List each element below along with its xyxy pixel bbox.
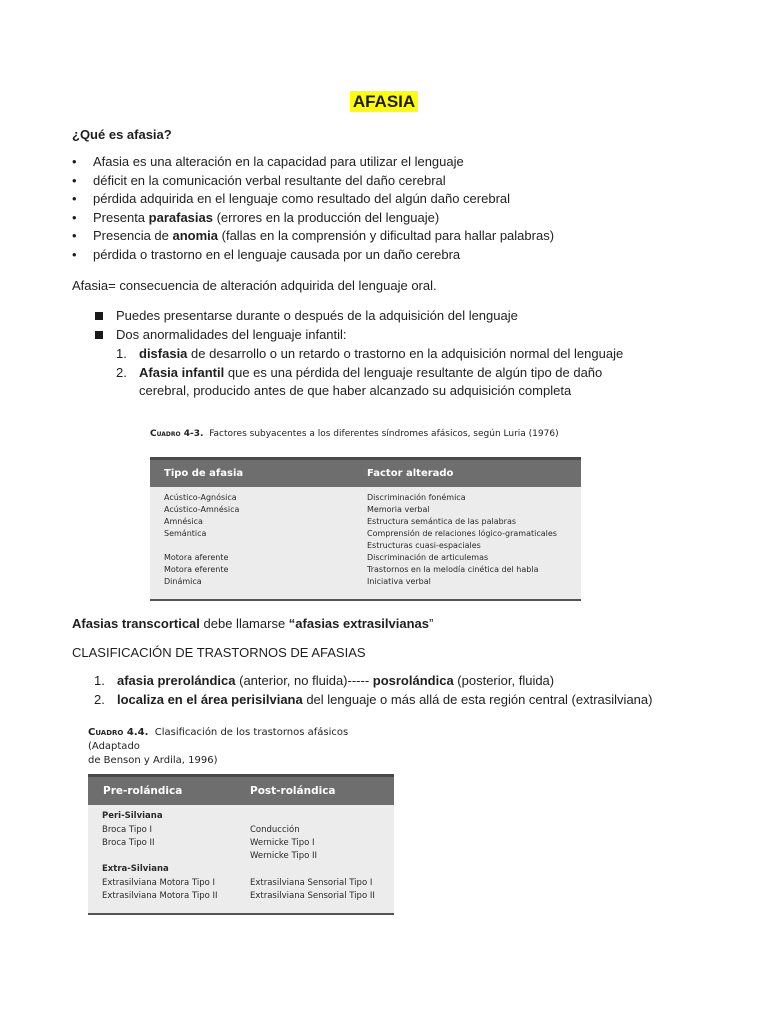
- figure-label: Cuadro 4-3.: [150, 429, 204, 439]
- numbered-text: que es una pérdida del lenguaje resultante de algún tipo de daño cerebral, producido antes de que haber alcanzado su adquisición completa: [139, 364, 603, 399]
- group-heading: Peri-Silviana: [102, 811, 163, 821]
- table-cell: Wernicke Tipo II: [250, 851, 318, 861]
- column-header: Post-rolándica: [250, 785, 336, 797]
- title-highlight: AFASIA: [350, 91, 418, 112]
- square-item-text: Puedes presentarse durante o después de la adquisición del lenguaje: [116, 308, 518, 323]
- table-body: [88, 805, 394, 915]
- bullet-text: Presenta: [93, 209, 149, 225]
- table-cell: Estructura semántica de las palabras: [367, 517, 517, 526]
- bullet-dot: •: [72, 228, 77, 244]
- square-bullet-list: [95, 307, 518, 344]
- table-cell: Discriminación de articulemas: [367, 553, 489, 562]
- table-cell: Extrasilviana Sensorial Tipo II: [250, 891, 375, 901]
- bullet-dot: •: [72, 209, 77, 225]
- bullet-text: (fallas en la comprensión y dificultad para hallar palabras): [218, 228, 555, 244]
- bullet-bold-term: parafasias: [148, 209, 213, 225]
- list-number: 2.: [94, 692, 105, 707]
- list-item: [116, 364, 639, 401]
- bullet-dot: •: [72, 246, 77, 262]
- table-cell: Comprensión de relaciones lógico-gramaticales: [367, 529, 557, 538]
- list-item: [116, 345, 656, 364]
- column-header: Factor alterado: [367, 468, 454, 479]
- table-cell: Discriminación fonémica: [367, 493, 466, 502]
- table-cell: Wernicke Tipo I: [250, 838, 315, 848]
- cuadro-4-4-figure: [86, 722, 394, 918]
- bullet-dot: •: [72, 172, 77, 188]
- table-cell: Conducción: [250, 825, 300, 835]
- table-cell: Broca Tipo I: [102, 825, 153, 835]
- bold-term: “afasias extrasilvianas: [288, 616, 430, 631]
- table-cell: Acústico-Agnósica: [164, 493, 237, 502]
- bullet-text: pérdida adquirida en el lenguaje como resultado del algún daño cerebral: [93, 191, 511, 207]
- definition-bullet-list: [72, 153, 554, 265]
- numbered-bold-term: Afasia infantil: [139, 364, 225, 380]
- square-bullet-icon: [95, 312, 103, 320]
- bullet-bold-term: anomia: [172, 228, 219, 244]
- table-cell: Extrasilviana Motora Tipo II: [102, 891, 218, 901]
- list-item: [72, 227, 554, 246]
- table-cell: Amnésica: [164, 517, 203, 526]
- list-item: [72, 190, 554, 209]
- table-cell: Iniciativa verbal: [367, 577, 431, 586]
- table-cell: Estructuras cuasi-espaciales: [367, 541, 481, 550]
- column-header: Tipo de afasia: [164, 468, 244, 479]
- list-item: [94, 671, 652, 690]
- table-body: [150, 487, 581, 601]
- table-cell: Extrasilviana Motora Tipo I: [102, 878, 216, 888]
- figure-caption-text: Factores subyacentes a los diferentes síndromes afásicos, según Luria (1976): [209, 429, 559, 439]
- table-cell: Dinámica: [164, 577, 202, 586]
- bullet-text: Presencia de: [93, 228, 173, 244]
- square-item-text: Dos anormalidades del lenguaje infantil:: [116, 326, 347, 342]
- bold-term: Afasias transcortical: [72, 616, 200, 631]
- note-text: ”: [429, 616, 434, 631]
- table-cell: Broca Tipo II: [102, 838, 155, 848]
- list-item: [94, 690, 652, 709]
- classification-heading: CLASIFICACIÓN DE TRASTORNOS DE AFASIAS: [72, 645, 366, 660]
- table-cell: Motora aferente: [164, 553, 229, 562]
- table-cell: Motora eferente: [164, 565, 229, 574]
- figure-label: Cuadro 4.4.: [88, 727, 149, 738]
- definition-text: Afasia= consecuencia de alteración adquirida del lenguaje oral.: [72, 278, 437, 293]
- bold-term: posrolándica: [372, 673, 454, 688]
- bullet-dot: •: [72, 191, 77, 207]
- table-cell: Semántica: [164, 529, 207, 538]
- bold-term: afasia prerolándica: [117, 673, 236, 688]
- item-text: (anterior, no fluida)-----: [235, 673, 373, 688]
- list-item: [72, 172, 554, 191]
- figure-caption: [88, 726, 394, 768]
- item-text: (posterior, fluida): [453, 673, 555, 688]
- figure-caption-text: Clasificación de los trastornos afásicos (Adaptado: [88, 727, 349, 752]
- table-cell: Acústico-Amnésica: [164, 505, 240, 514]
- note-text: debe llamarse: [199, 616, 289, 631]
- figure-caption-text: de Benson y Ardila, 1996): [88, 755, 218, 766]
- numbered-bold-term: disfasia: [139, 346, 188, 361]
- table-cell: Trastornos en la melodía cinética del habla: [367, 565, 539, 574]
- bullet-text: déficit en la comunicación verbal resultante del daño cerebral: [93, 172, 446, 188]
- table-header: [150, 457, 581, 487]
- table-cell: Memoria verbal: [367, 505, 430, 514]
- question-heading: ¿Qué es afasia?: [72, 127, 172, 142]
- list-number: 1.: [94, 673, 105, 688]
- page-title: [0, 92, 768, 112]
- list-item: [72, 153, 554, 172]
- bullet-text: (errores en la producción del lenguaje): [212, 209, 440, 225]
- transcortical-note: [72, 614, 433, 633]
- list-number: 1.: [116, 346, 127, 361]
- bullet-dot: •: [72, 154, 77, 169]
- table-cell: Extrasilviana Sensorial Tipo I: [250, 878, 373, 888]
- numbered-list: [116, 345, 656, 401]
- figure-caption: [150, 429, 559, 439]
- item-text: del lenguaje o más allá de esta región central (extrasilviana): [302, 692, 653, 707]
- square-bullet-icon: [95, 331, 103, 339]
- classification-list: [94, 671, 652, 709]
- bullet-text: Afasia es una alteración en la capacidad para utilizar el lenguaje: [93, 154, 464, 169]
- bullet-text: pérdida o trastorno en el lenguaje causada por un daño cerebra: [93, 246, 461, 262]
- list-item: [72, 246, 554, 265]
- numbered-text: de desarrollo o un retardo o trastorno en la adquisición normal del lenguaje: [187, 346, 624, 361]
- list-item: [72, 209, 554, 228]
- cuadro-4-3-figure: [148, 425, 581, 599]
- column-header: Pre-rolándica: [103, 785, 183, 797]
- table-header: [88, 774, 394, 805]
- list-item: [95, 326, 518, 345]
- group-heading: Extra-Silviana: [102, 864, 169, 874]
- factor-table: [150, 457, 581, 601]
- bold-term: localiza en el área perisilviana: [117, 692, 303, 707]
- list-number: 2.: [116, 364, 127, 380]
- list-item: [95, 307, 518, 326]
